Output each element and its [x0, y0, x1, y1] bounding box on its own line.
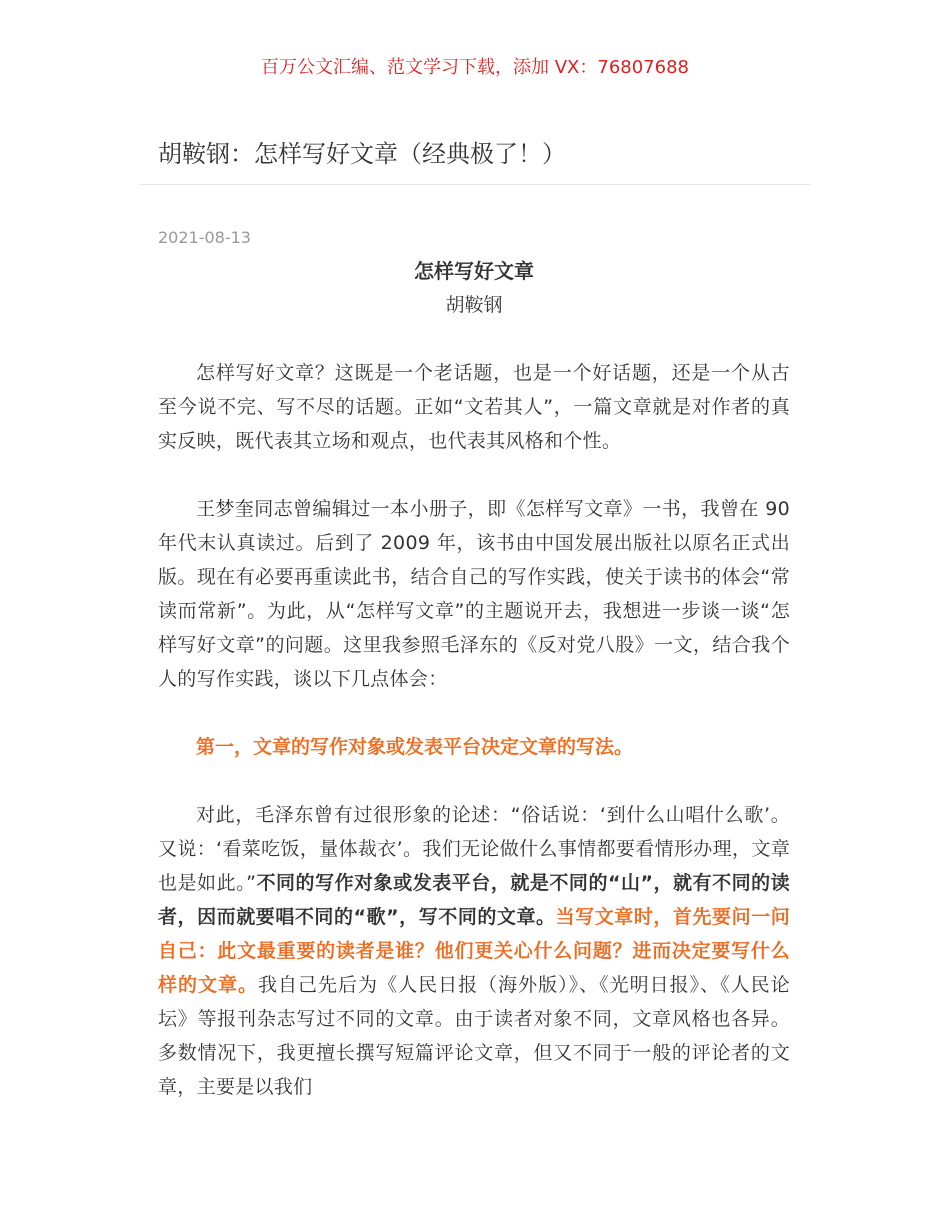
spacer [158, 322, 790, 356]
bold-emphasis: 不同的写作对象或发表平台，就是不同的“山”，就有不同的读者，因而就要唱不同的“歌”，写不同的文章。 [158, 872, 790, 928]
continuation-text: 我自己先后为《人民日报（海外版）》、《光明日报》、《人民论坛》等报刊杂志写过不同的文章。由于读者对象不同，文章风格也各异。多数情况下，我更擅长撰写短篇评论文章，但又不同于一般的评论者的文章，主要是以我们 [158, 974, 790, 1098]
paragraph-background: 王梦奎同志曾编辑过一本小册子，即《怎样写文章》一书，我曾在 90 年代末认真读过。后到了 2009 年，该书由中国发展出版社以原名正式出版。现在有必要再重读此书，结合自己的写作实践，使关于读书的体会“常读而常新”。为此，从“怎样写文章”的主题说开去，我想进一步谈一谈“怎样写好文章”的问题。这里我参照毛泽东的《反对党八股》一文，结合我个人的写作实践，谈以下几点体会： [158, 498, 790, 690]
paragraph-intro: 怎样写好文章？这既是一个老话题，也是一个好话题，还是一个从古至今说不完、写不尽的话题。正如“文若其人”，一篇文章就是对作者的真实反映，既代表其立场和观点，也代表其风格和个性。 [158, 362, 790, 452]
article-title: 胡鞍钢：怎样写好文章（经典极了！） [158, 140, 566, 168]
spacer [158, 764, 790, 798]
article-heading: 怎样写好文章 [414, 259, 534, 283]
highlight-emphasis: 当写文章时，首先要问一问自己：此文最重要的读者是谁？他们更关心什么问题？进而决定要写什么样的文章。 [158, 906, 790, 996]
paragraph-first-point [158, 798, 790, 1104]
spacer [158, 458, 790, 492]
watermark-banner: 百万公文汇编、范文学习下载，添加 VX：76807688 [261, 57, 689, 78]
article-content [158, 254, 790, 1104]
quote-text: 对此，毛泽东曾有过很形象的论述：“俗话说：‘到什么山唱什么歌’。又说：‘看菜吃饭，量体裁衣’。我们无论做什么事情都要看情形办理，文章也是如此。” [158, 804, 790, 894]
title-divider [140, 184, 810, 185]
publish-date: 2021-08-13 [158, 228, 251, 247]
article-author: 胡鞍钢 [445, 294, 503, 316]
spacer [158, 696, 790, 730]
section-heading-first: 第一，文章的写作对象或发表平台决定文章的写法。 [196, 736, 634, 758]
